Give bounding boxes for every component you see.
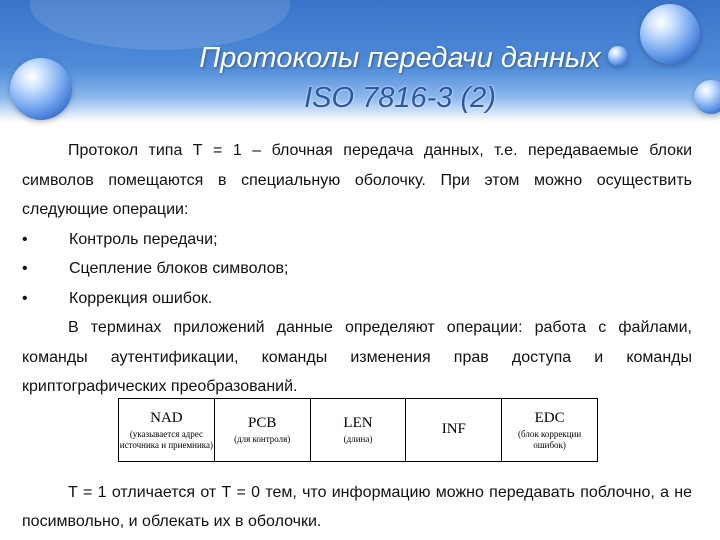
field-note: (длина) — [343, 434, 373, 444]
block-field-edc — [502, 399, 597, 461]
bullet-text: Коррекция ошибок. — [69, 289, 213, 307]
block-structure-diagram — [118, 398, 598, 462]
field-note: (для контроля) — [234, 434, 291, 444]
slide-title-line1: Протоколы передачи данных — [199, 42, 601, 74]
field-note: (блок коррекции ошибок) — [517, 428, 582, 450]
bullet-text: Сцепление блоков символов; — [69, 260, 289, 277]
decorative-bubble-icon — [10, 58, 72, 120]
intro-paragraph: Протокол типа Т = 1 – блочная передача данных, т.е. передаваемые блоки символов помещаются в специальную оболочку. При этом можно осуществить следующие операции: — [22, 142, 692, 218]
block-field-inf — [406, 399, 502, 461]
bullet-item — [22, 225, 692, 255]
field-note: (указывается адрес источника и приемника) — [119, 428, 214, 450]
slide-body — [22, 136, 692, 402]
field-label: NAD — [150, 409, 183, 426]
bullet-mark: • — [22, 289, 28, 307]
slide-title-line2: ISO 7816-3 (2) — [304, 82, 496, 114]
block-field-nad — [119, 399, 215, 461]
closing-paragraph — [22, 478, 692, 536]
field-label: LEN — [343, 415, 373, 431]
terms-paragraph: В терминах приложений данные определяют операции: работа с файлами, команды аутентификации, команды изменения прав доступа и команды криптографических преобразований. — [22, 319, 692, 395]
closing-text: Т = 1 отличается от Т = 0 тем, что информацию можно передавать поблочно, а не посимвольно, и облекать их в оболочки. — [22, 484, 692, 530]
bullet-item — [22, 254, 692, 284]
bullet-mark: • — [22, 260, 28, 277]
field-label: INF — [441, 420, 466, 437]
bullet-item — [22, 284, 692, 314]
field-label: EDC — [534, 409, 565, 426]
bullet-mark: • — [22, 230, 28, 248]
bullet-text: Контроль передачи; — [69, 230, 218, 248]
block-field-len — [311, 399, 407, 461]
field-label: PCB — [248, 415, 277, 431]
block-field-pcb — [215, 399, 311, 461]
